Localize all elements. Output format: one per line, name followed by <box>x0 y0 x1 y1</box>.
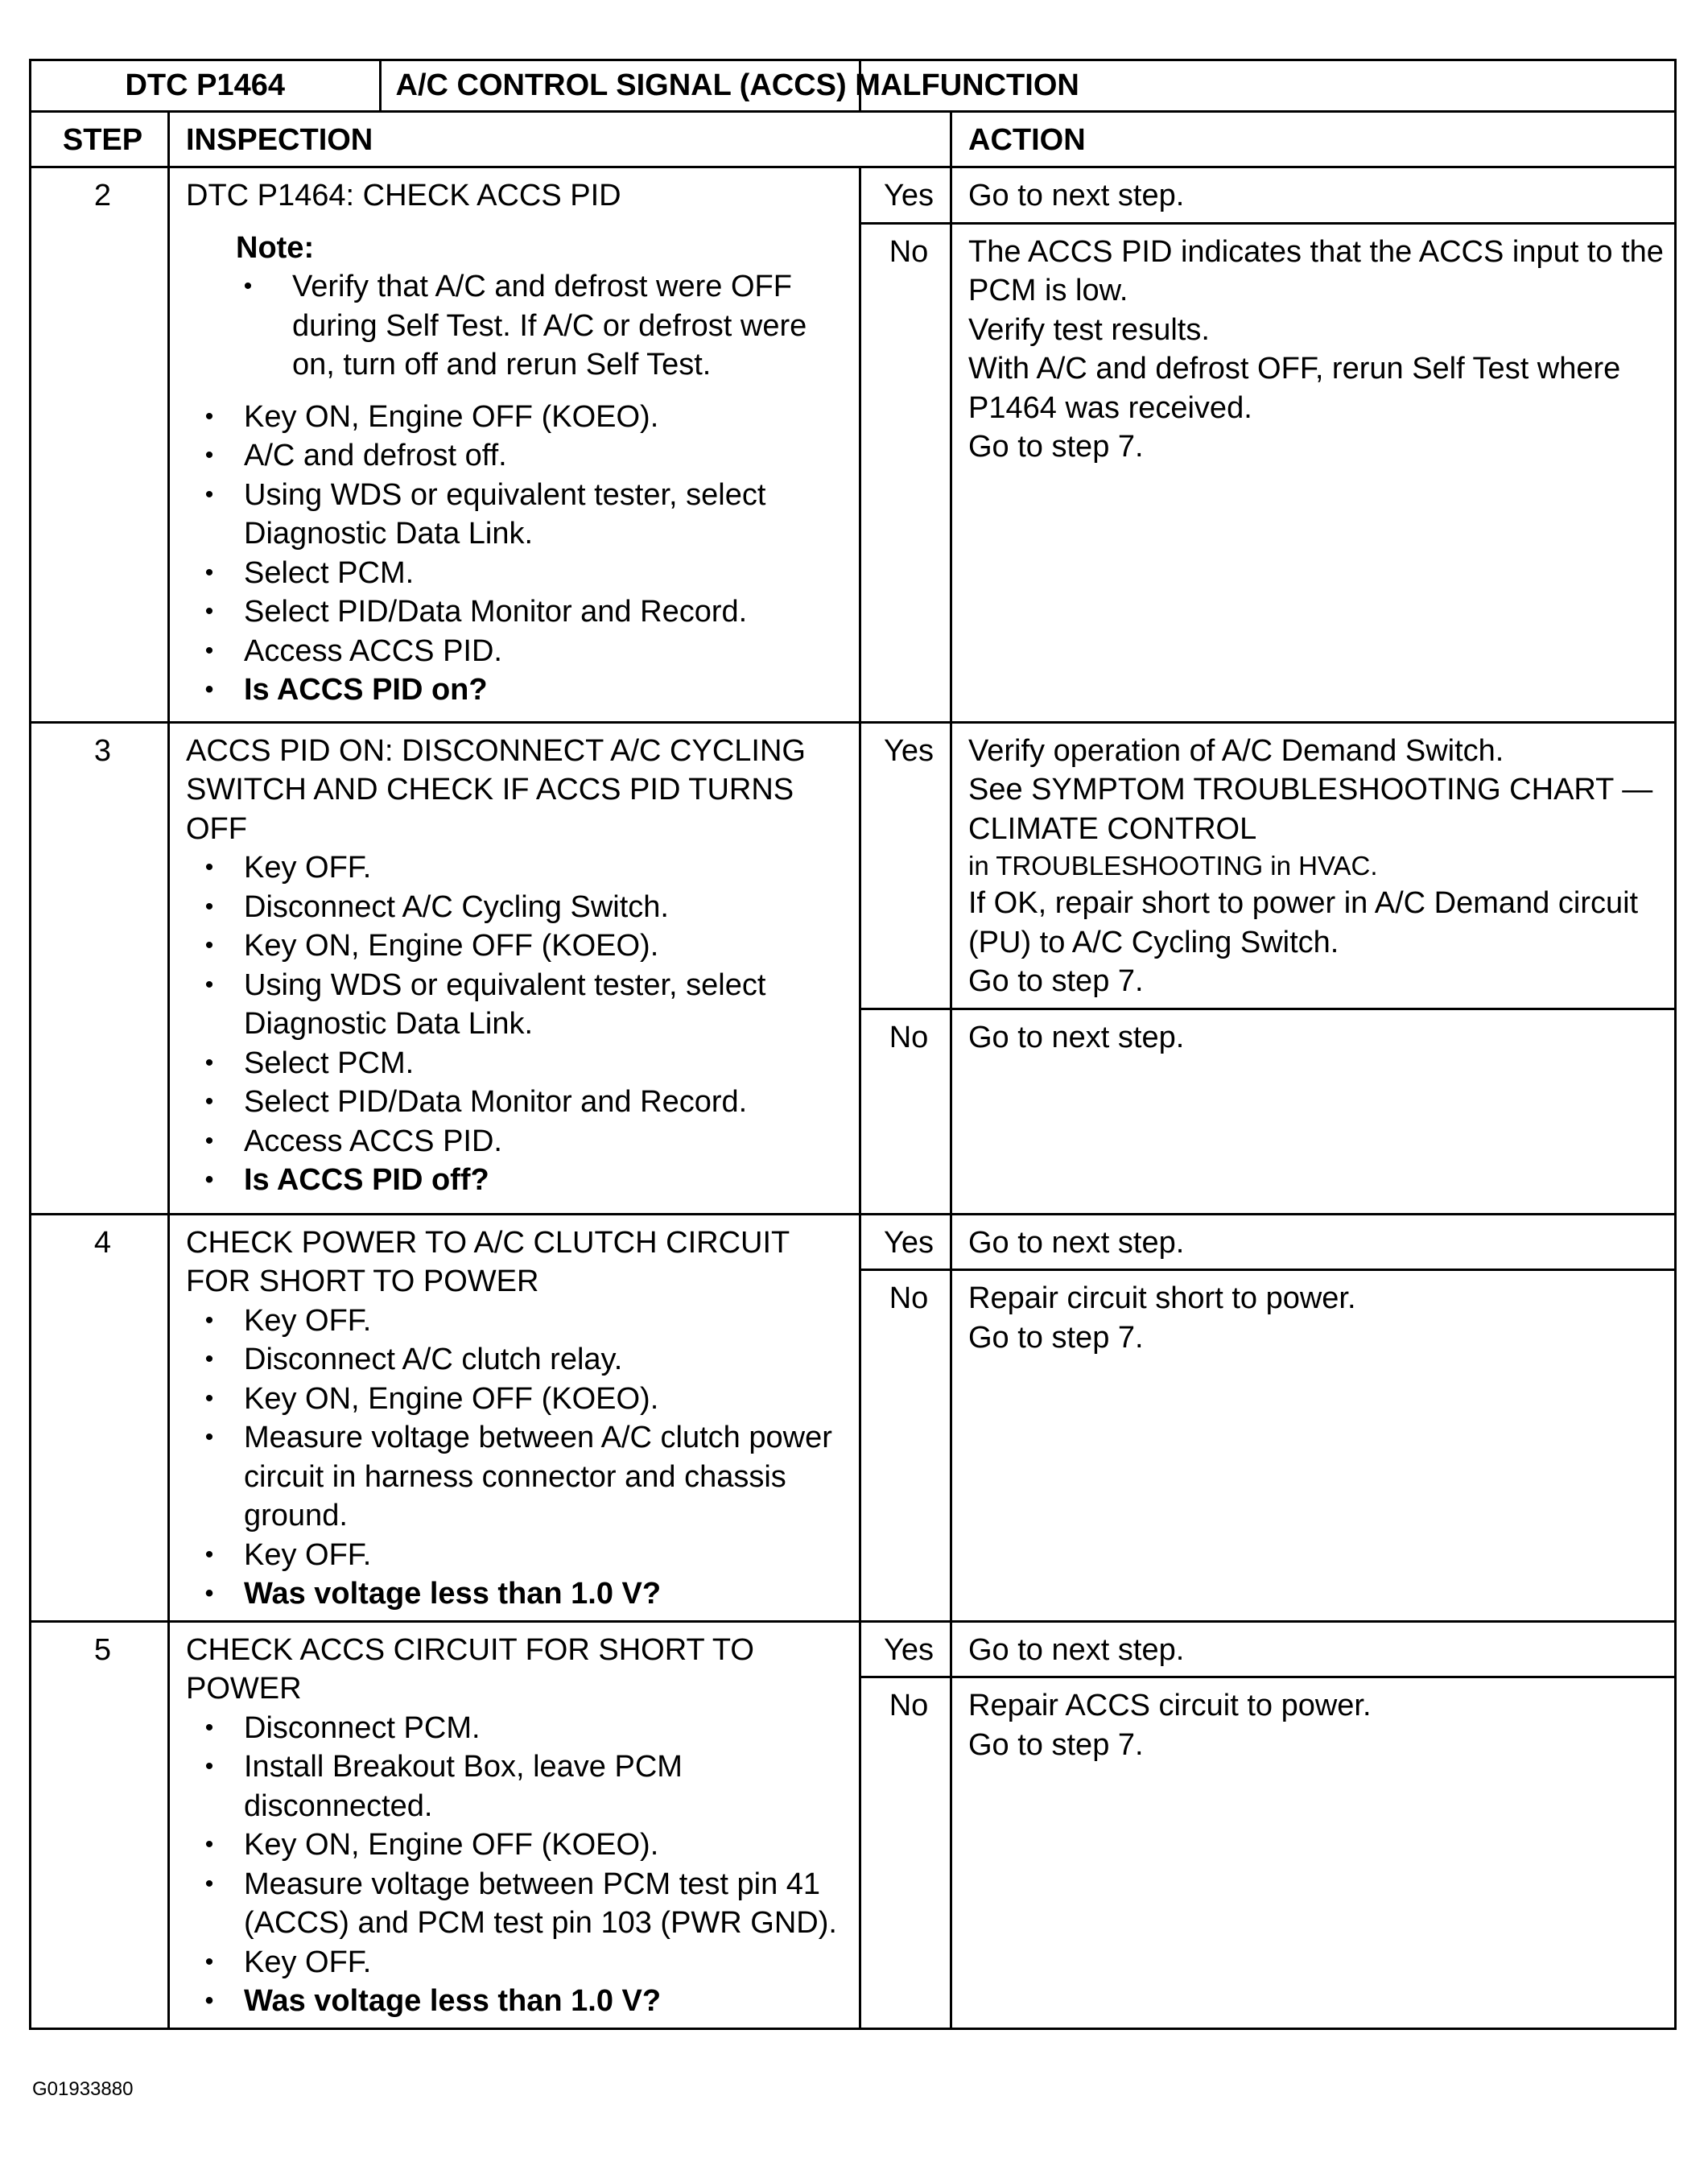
action-line: Verify operation of A/C Demand Switch. <box>968 733 1504 768</box>
inspection-item <box>186 926 849 966</box>
bullet-icon: • <box>204 1127 214 1154</box>
inspection-item-text: Key ON, Engine OFF (KOEO). <box>244 1828 659 1862</box>
inspection-item-text: Disconnect A/C Cycling Switch. <box>244 889 669 924</box>
column-header-step: STEP <box>31 111 169 167</box>
inspection-item-text: Key OFF. <box>244 1537 372 1572</box>
no-action <box>951 1270 1676 1622</box>
inspection-question <box>186 670 849 710</box>
inspection-item-text: A/C and defrost off. <box>244 439 507 472</box>
inspection-item-text: Key OFF. <box>244 1945 372 1979</box>
action-line: Go to next step. <box>968 1020 1185 1054</box>
action-line: Go to step 7. <box>968 1727 1144 1762</box>
no-action <box>951 1009 1676 1214</box>
note-item-text: Verify that A/C and defrost were OFF during Self Test. If A/C or defrost were on, turn off and rerun Self Test. <box>292 270 807 382</box>
bullet-icon: • <box>204 559 214 586</box>
inspection-cell <box>169 1214 860 1621</box>
inspection-item-text: Key ON, Engine OFF (KOEO). <box>244 399 659 434</box>
step-row <box>31 722 1676 1009</box>
inspection-item-text: Using WDS or equivalent tester, select Diagnostic Data Link. <box>244 477 766 551</box>
inspection-item <box>186 888 849 927</box>
no-label: No <box>860 223 951 722</box>
inspection-item-text: Disconnect A/C clutch relay. <box>244 1343 623 1376</box>
inspection-item-text: Using WDS or equivalent tester, select Diagnostic Data Link. <box>244 967 766 1041</box>
bullet-icon: • <box>204 1987 214 2014</box>
yes-action <box>951 1214 1676 1270</box>
inspection-item <box>186 848 849 888</box>
inspection-item-text: Select PCM. <box>244 555 415 590</box>
step-row <box>31 1214 1676 1270</box>
bullet-icon: • <box>243 273 253 299</box>
action-line: With A/C and defrost OFF, rerun Self Test where P1464 was received. <box>968 352 1621 425</box>
inspection-item <box>186 1340 849 1380</box>
no-label: No <box>860 1270 951 1622</box>
inspection-title: ACCS PID ON: DISCONNECT A/C CYCLING SWITCH AND CHECK IF ACCS PID TURNS OFF <box>186 733 806 846</box>
bullet-icon: • <box>204 1831 214 1858</box>
step-number: 2 <box>31 167 169 723</box>
bullet-icon: • <box>204 1753 214 1780</box>
step-number: 5 <box>31 1621 169 2028</box>
bullet-icon: • <box>204 1088 214 1115</box>
bullet-icon: • <box>204 971 214 998</box>
no-label: No <box>860 1677 951 2029</box>
inspection-item-text: Access ACCS PID. <box>244 1124 502 1158</box>
inspection-item-text: Select PID/Data Monitor and Record. <box>244 595 748 629</box>
yes-label: Yes <box>860 167 951 224</box>
dtc-title: A/C CONTROL SIGNAL (ACCS) MALFUNCTION <box>395 68 1079 102</box>
bullet-icon: • <box>204 402 214 430</box>
bullet-icon: • <box>204 854 214 881</box>
inspection-item-text: Select PID/Data Monitor and Record. <box>244 1085 748 1119</box>
inspection-item <box>186 1122 849 1161</box>
no-action <box>951 223 1676 722</box>
no-action <box>951 1677 1676 2029</box>
inspection-item <box>186 1536 849 1575</box>
step-row <box>31 167 1676 224</box>
inspection-question <box>186 1574 849 1614</box>
no-label: No <box>860 1009 951 1214</box>
note-title: Note: <box>236 230 315 265</box>
column-header-inspection: INSPECTION <box>169 111 951 167</box>
step-number: 3 <box>31 722 169 1214</box>
inspection-list <box>186 398 849 710</box>
bullet-icon: • <box>204 1346 214 1372</box>
inspection-cell <box>169 1621 860 2028</box>
title-row <box>31 60 1676 112</box>
yes-action <box>951 167 1676 224</box>
inspection-item <box>186 1709 849 1748</box>
inspection-item <box>186 476 849 554</box>
inspection-list <box>186 848 849 1200</box>
action-line: Go to next step. <box>968 1225 1185 1260</box>
action-line: in TROUBLESHOOTING in HVAC. <box>968 851 1378 881</box>
bullet-icon: • <box>204 1384 214 1412</box>
bullet-icon: • <box>204 1541 214 1568</box>
bullet-icon: • <box>204 442 214 468</box>
action-line: Go to step 7. <box>968 964 1144 998</box>
inspection-question-text: Is ACCS PID on? <box>244 673 488 707</box>
inspection-item <box>186 554 849 593</box>
step-row <box>31 1621 1676 1677</box>
inspection-title: CHECK POWER TO A/C CLUTCH CIRCUIT FOR SHORT TO POWER <box>186 1225 790 1298</box>
inspection-list <box>186 1709 849 2021</box>
inspection-item-text: Disconnect PCM. <box>244 1710 481 1745</box>
inspection-cell <box>169 167 860 723</box>
bullet-icon: • <box>204 1049 214 1076</box>
inspection-item <box>186 1826 849 1865</box>
bullet-icon: • <box>204 1948 214 1975</box>
dtc-procedure-table <box>29 59 1677 2030</box>
inspection-item-text: Measure voltage between A/C clutch power circuit in harness connector and chassis ground. <box>244 1421 832 1533</box>
inspection-item <box>186 398 849 437</box>
note-item <box>236 267 849 385</box>
action-line: See SYMPTOM TROUBLESHOOTING CHART — CLIMATE CONTROL <box>968 773 1653 846</box>
inspection-item-text: Key OFF. <box>244 1303 372 1338</box>
note-box <box>186 229 849 385</box>
inspection-item <box>186 436 849 476</box>
inspection-cell <box>169 722 860 1214</box>
action-line: If OK, repair short to power in A/C Demand circuit (PU) to A/C Cycling Switch. <box>968 886 1639 959</box>
action-line: The ACCS PID indicates that the ACCS input to the PCM is low. <box>968 234 1664 307</box>
inspection-item <box>186 966 849 1044</box>
action-line: Go to next step. <box>968 179 1185 212</box>
bullet-icon: • <box>204 637 214 664</box>
bullet-icon: • <box>204 1870 214 1897</box>
inspection-title: CHECK ACCS CIRCUIT FOR SHORT TO POWER <box>186 1632 754 1706</box>
bullet-icon: • <box>204 1424 214 1450</box>
bullet-icon: • <box>204 1714 214 1741</box>
step-number: 4 <box>31 1214 169 1621</box>
action-line: Go to next step. <box>968 1632 1185 1667</box>
figure-code: G01933880 <box>32 2078 134 2100</box>
bullet-icon: • <box>204 932 214 959</box>
inspection-question <box>186 1982 849 2021</box>
inspection-item <box>186 1418 849 1536</box>
bullet-icon: • <box>204 1166 214 1193</box>
yes-label: Yes <box>860 722 951 1009</box>
inspection-item-text: Key OFF. <box>244 851 372 885</box>
step-rows <box>31 167 1676 2029</box>
inspection-item <box>186 632 849 671</box>
inspection-item <box>186 1747 849 1826</box>
column-header-action: ACTION <box>951 111 1676 167</box>
inspection-item <box>186 1865 849 1943</box>
inspection-item <box>186 592 849 632</box>
column-header-row <box>31 111 1676 167</box>
action-line: Repair ACCS circuit to power. <box>968 1689 1372 1722</box>
yes-action <box>951 1621 1676 1677</box>
note-list <box>236 267 849 385</box>
yes-label: Yes <box>860 1214 951 1270</box>
inspection-item <box>186 1083 849 1122</box>
inspection-item <box>186 1380 849 1419</box>
bullet-icon: • <box>204 1306 214 1334</box>
title-row-cell <box>31 60 1079 112</box>
inspection-item <box>186 1044 849 1083</box>
inspection-item-text: Install Breakout Box, leave PCM disconnected. <box>244 1750 683 1823</box>
bullet-icon: • <box>204 481 214 508</box>
action-line: Repair circuit short to power. <box>968 1281 1356 1315</box>
inspection-item-text: Select PCM. <box>244 1046 415 1080</box>
inspection-title: DTC P1464: CHECK ACCS PID <box>186 179 621 212</box>
action-line: Go to step 7. <box>968 1320 1144 1355</box>
bullet-icon: • <box>204 676 214 703</box>
bullet-icon: • <box>204 1580 214 1607</box>
bullet-icon: • <box>204 598 214 625</box>
inspection-question-text: Was voltage less than 1.0 V? <box>244 1577 662 1611</box>
yes-label: Yes <box>860 1621 951 1677</box>
inspection-item <box>186 1943 849 1982</box>
inspection-question-text: Was voltage less than 1.0 V? <box>244 1984 662 2018</box>
inspection-item-text: Key ON, Engine OFF (KOEO). <box>244 929 659 963</box>
inspection-item <box>186 1302 849 1341</box>
yes-action <box>951 722 1676 1009</box>
inspection-item-text: Access ACCS PID. <box>244 633 502 668</box>
bullet-icon: • <box>204 893 214 920</box>
inspection-question-text: Is ACCS PID off? <box>244 1163 489 1197</box>
inspection-item-text: Key ON, Engine OFF (KOEO). <box>244 1381 659 1416</box>
title-split <box>31 61 1079 110</box>
inspection-item-text: Measure voltage between PCM test pin 41 (ACCS) and PCM test pin 103 (PWR GND). <box>244 1867 837 1940</box>
inspection-question <box>186 1161 849 1200</box>
action-line: Verify test results. <box>968 312 1210 347</box>
action-line: Go to step 7. <box>968 430 1144 464</box>
dtc-code: DTC P1464 <box>31 61 380 110</box>
inspection-list <box>186 1302 849 1614</box>
